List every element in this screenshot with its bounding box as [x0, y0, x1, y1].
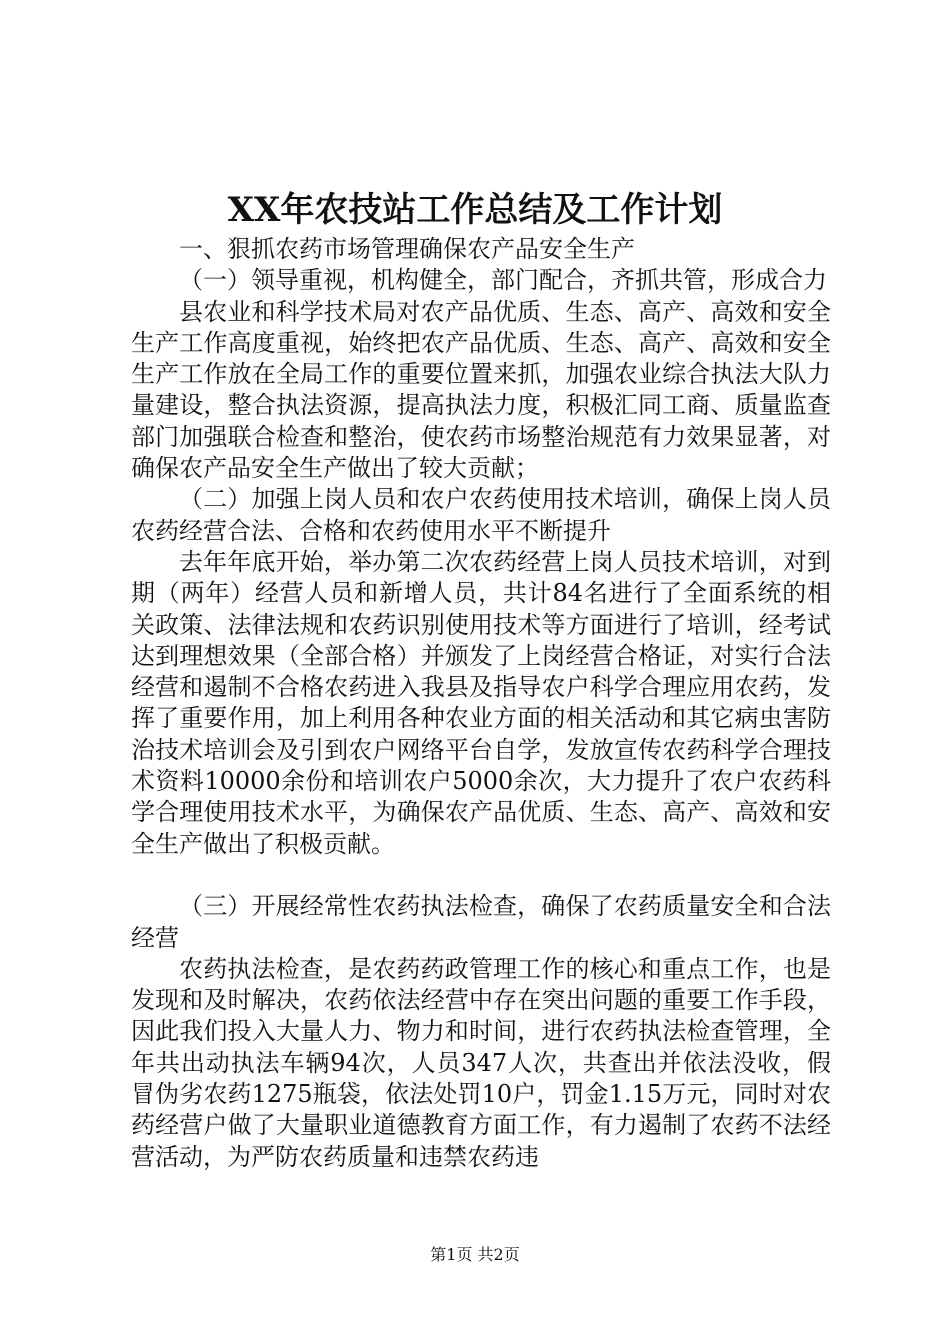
page-footer: 第1页 共2页 [430, 1245, 520, 1264]
body-paragraph: 去年年底开始，举办第二次农药经营上岗人员技术培训，对到期（两年）经营人员和新增人员，共计84名进行了全面系统的相关政策、法律法规和农药识别使用技术等方面进行了培训，经考试达到理想效果（全部合格）并颁发了上岗经营合格证，对实行合法经营和遏制不合格农药进入我县及指导农户科学合理应用农药，发挥了重要作用，加上利用各种农业方面的相关活动和其它病虫害防治技术培训会及引到农户网络平台自学，发放宣传农药科学合理技术资料10000余份和培训农户5000余次，大力提升了农户农药科学合理使用技术水平，为确保农产品优质、生态、高产、高效和安全生产做出了积极贡献。 [131, 547, 831, 858]
section-heading: 一、狠抓农药市场管理确保农产品安全生产 [179, 235, 635, 263]
subsection-heading: （二）加强上岗人员和农户农药使用技术培训，确保上岗人员农药经营合法、合格和农药使用水平不断提升 [131, 485, 831, 545]
document-title: XX年农技站工作总结及工作计划 [227, 190, 723, 230]
blank-line [131, 860, 831, 891]
body-paragraph: 县农业和科学技术局对农产品优质、生态、高产、高效和安全生产工作高度重视，始终把农产品优质、生态、高产、高效和安全生产工作放在全局工作的重要位置来抓，加强农业综合执法大队力量建设，整合执法资源，提高执法力度，积极汇同工商、质量监查部门加强联合检查和整治，使农药市场整治规范有力效果显著，对确保农产品安全生产做出了较大贡献； [131, 297, 831, 483]
subsection-heading: （三）开展经常性农药执法检查，确保了农药质量安全和合法经营 [131, 892, 831, 952]
subsection-heading: （一）领导重视，机构健全，部门配合，齐抓共管，形成合力 [179, 266, 827, 295]
body-paragraph: 农药执法检查，是农药药政管理工作的核心和重点工作，也是发现和及时解决，农药依法经营中存在突出问题的重要工作手段，因此我们投入大量人力、物力和时间，进行农药执法检查管理，全年共出动执法车辆94次，人员347人次，共查出并依法没收，假冒伪劣农药1275瓶袋，依法处罚10户，罚金1.15万元，同时对农药经营户做了大量职业道德教育方面工作，有力遏制了农药不法经营活动，为严防农药质量和违禁农药违 [131, 954, 831, 1171]
document-body [131, 234, 831, 1173]
